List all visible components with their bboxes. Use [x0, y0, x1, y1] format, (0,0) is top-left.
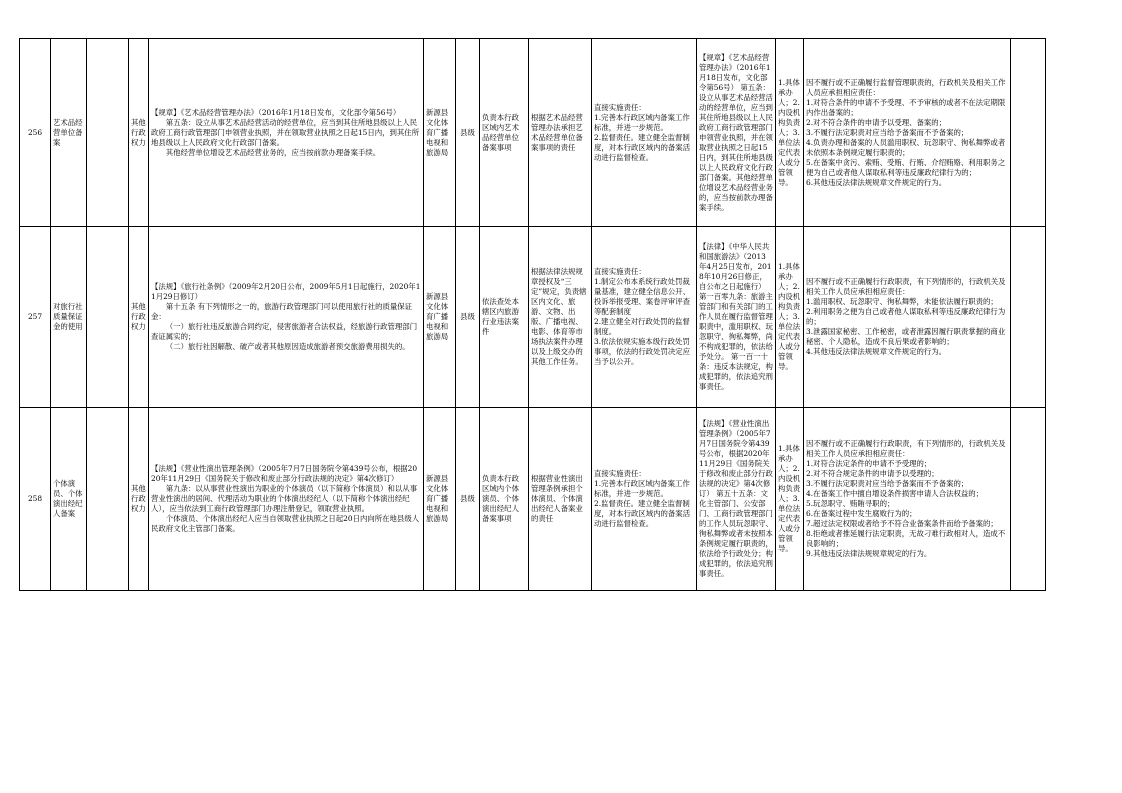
accountability_lines-line: 3.不履行法定职责对应当给予备案而不予备案的；: [806, 127, 969, 137]
accountability_lines-line: 因不履行或不正确履行行政职责，有下列情形的，行政机关及相关工作人员应承担相应责任：: [806, 277, 1006, 296]
legal-basis: [149, 39, 424, 227]
power-type: 其他行政权力: [129, 227, 149, 408]
basis_lines-line: 第五条：设立从事艺术品经营活动的经营单位，应当到其住所地县级以上人民政府工商行政管理部门申领营业执照，并在领取营业执照之日起15日内，到其住所地县级以上人民政府文化行政部门备案。: [151, 117, 420, 147]
remark: [1011, 39, 1046, 227]
accountability_lines-line: 5.在备案中贪污、索贿、受贿、行贿、介绍贿赂、利用职务之便为自己或者他人谋取私利等违反廉政纪律行为的；: [806, 157, 1006, 177]
implementing-department: 新源县文化体育广播电视和旅游局: [424, 408, 456, 591]
accountability-legal-basis: 【法律】《中华人民共和国旅游法》（2013年4月25日发布，2018年10月26日修正，自公布之日起施行） 第一百零九条：旅游主管部门和有关部门的工作人员在履行监督管理职责中，滥用职权、玩忽职守、徇私舞弊，尚不构成犯罪的，依法给予处分。 第一百一十条：违反本法规定，构成犯罪的，依法追究刑事责任。: [697, 227, 776, 408]
sub-item: [87, 227, 129, 408]
table-body: [20, 39, 1046, 591]
accountability_lines-line: 2.对不符合规定条件的申请予以受理的；: [806, 469, 939, 478]
accountability_lines-line: 2.对不符合条件的申请予以受理、备案的；: [806, 117, 947, 127]
accountability_lines-line: 3.不履行法定职责对应当给予备案而不予备案的；: [806, 479, 969, 488]
measures_lines-line: 2.建立健全对行政处罚的监督制度。: [594, 317, 690, 336]
accountability_lines-line: 1.对符合条件的申请不予受理、不予审核的或者不在法定期限内作出备案的；: [806, 97, 1006, 117]
power-name: 个体演员、个体演出经纪人备案: [51, 408, 87, 591]
accountability_lines-line: 1.对符合法定条件的申请不予受理的；: [806, 459, 932, 468]
accountability_lines-line: 9.其他违反法律法规规章规定的行为。: [806, 549, 932, 558]
responsibility-measures: [592, 227, 697, 408]
measures_lines-line: 1.制定公布本系统行政处罚裁量基准，建立健全信息公开、投诉举报受理、案卷评审评查等配套制度: [594, 277, 691, 316]
accountability-situations: [804, 227, 1011, 408]
accountability-legal-basis: 【规章】《艺术品经营管理办法》（2016年1月18日发布，文化部令第56号） 第五条：设立从事艺术品经营活动的经营单位，应当到其住所地县级以上人民政府工商行政管理部门申领营业执照，并在领取营业执照之日起15日内，到其住所地县级以上人民政府文化行政部门备案。其他经营单位增设艺术品经营业务的，应当按前款办理备案手续。: [697, 39, 776, 227]
responsible-subjects: 1.具体承办人；2.内设机构负责人；3.单位法定代表人或分管领导。: [776, 39, 804, 227]
level: 县级: [456, 39, 480, 227]
accountability_lines-line: 7.超过法定权限或者给予不符合业备案条件而给予备案的；: [806, 519, 998, 528]
measures_lines-line: 直接实施责任：: [594, 469, 646, 478]
accountability_lines-line: 4.其他违反法律法规规章文件规定的行为。: [806, 347, 947, 356]
measures_lines-line: 2.监督责任。建立健全监督制度，对本行政区域内的备案活动进行监督检查。: [594, 499, 691, 528]
responsibility-content: 根据营业性演出管理条例承担个体演员、个体演出经纪人备案业的责任: [529, 408, 592, 591]
table-row: [20, 227, 1046, 408]
power-type: 其他行政权力: [129, 408, 149, 591]
accountability_lines-line: 3.泄露国家秘密、工作秘密，或者泄露因履行职责掌握的商业秘密、个人隐私，造成不良后果或者影响的；: [806, 327, 1006, 346]
legal-basis: [149, 408, 424, 591]
sub-item: [87, 408, 129, 591]
sub-item: [87, 39, 129, 227]
responsible-subjects: 1.具体承办人；2.内设机构负责人；3.单位法定代表人或分管领导。: [776, 227, 804, 408]
basis_lines-line: 【法规】《营业性演出管理条例》（2005年7月7日国务院令第439号公布，根据2020年11月29日《国务院关于修改和废止部分行政法规的决定》第4次修订）: [151, 464, 418, 483]
basis_lines-line: 个体演员、个体演出经纪人应当自领取营业执照之日起20日内向所在地县级人民政府文化主管部门备案。: [151, 514, 420, 533]
responsibility-measures: [592, 39, 697, 227]
remark: [1011, 227, 1046, 408]
measures_lines-line: 1.完善本行政区域内备案工作标准，并进一步规范。: [594, 479, 690, 498]
measures_lines-line: 直接实施责任：: [594, 102, 646, 112]
legal-basis: [149, 227, 424, 408]
accountability_lines-line: 6.其他违反法律法规规章文件规定的行为。: [806, 177, 947, 187]
table-row: [20, 39, 1046, 227]
level: 县级: [456, 408, 480, 591]
accountability_lines-line: 5.玩忽职守、贿賄寻职的；: [806, 499, 895, 508]
row-number: 256: [20, 39, 51, 227]
accountability-situations: [804, 39, 1011, 227]
accountability_lines-line: 4.在备案工作中擅自增设条件损害申请人合法权益的；: [806, 489, 984, 498]
power-name: 艺术品经营单位备案: [51, 39, 87, 227]
implementing-department: 新源县文化体育广播电视和旅游局: [424, 227, 456, 408]
responsibility-content: 根据法律法规规章授权及“三定”规定，负责辖区内文化、旅游、文物、出版、广播电视、电影、体育等市场执法案件办理以及上级交办的其他工作任务。: [529, 227, 592, 408]
accountability-situations: [804, 408, 1011, 591]
table-row: [20, 408, 1046, 591]
responsibility-scope: 负责本行政区域内艺术品经营单位备案事项: [480, 39, 529, 227]
power-name: 对旅行社质量保证金的使用: [51, 227, 87, 408]
measures_lines-line: 1.完善本行政区域内备案工作标准，并进一步规范。: [594, 112, 690, 132]
accountability_lines-line: 4.负责办理和备案的人员滥用职权、玩忽职守、徇私舞弊或者未依照本条例规定履行职责的；: [806, 137, 1006, 157]
measures_lines-line: 3.依法依规实施本级行政处罚事项，依法的行政处罚决定应当予以公开。: [594, 337, 691, 366]
power-list-table: [19, 38, 1046, 591]
responsibility-scope: 负责本行政区域内个体演员、个体演出经纪人备案事项: [480, 408, 529, 591]
basis_lines-line: 第九条：以从事营业性演出为职业的个体演员（以下简称个体演员）和以从事营业性演出的居间、代理活动为职业的个体演出经纪人（以下简称个体演出经纪人），应当依法到工商行政管理部门办理注册登记，领取营业执照。: [151, 484, 418, 513]
level: 县级: [456, 227, 480, 408]
implementing-department: 新源县文化体育广播电视和旅游局: [424, 39, 456, 227]
row-number: 258: [20, 408, 51, 591]
measures_lines-line: 2.监督责任。建立健全监督制度，对本行政区域内的备案活动进行监督检查。: [594, 132, 691, 162]
accountability_lines-line: 因不履行或不正确履行行政职责，有下列情形的，行政机关及相关工作人员应承担相应责任：: [806, 439, 1006, 458]
power-type: 其他行政权力: [129, 39, 149, 227]
basis_lines-line: 【规章】《艺术品经营管理办法》（2016年1月18日发布，文化部令第56号）: [151, 107, 401, 117]
accountability_lines-line: 6.在备案过程中发生腐败行为的；: [806, 509, 917, 518]
responsible-subjects: 1.具体承办人；2.内设机构负责人；3.单位法定代表人或分管领导。: [776, 408, 804, 591]
responsibility-content: 根据艺术品经营管理办法承担艺术品经营单位备案事项的责任: [529, 39, 592, 227]
accountability_lines-line: 1.滥用职权、玩忽职守、徇私舞弊，未能依法履行职责的；: [806, 297, 998, 306]
responsibility-scope: 依法查处本辖区内旅游行业违法案件: [480, 227, 529, 408]
remark: [1011, 408, 1046, 591]
accountability_lines-line: 因不履行或不正确履行监督管理职责的，行政机关及相关工作人员应承担相应责任：: [806, 77, 1006, 97]
row-number: 257: [20, 227, 51, 408]
basis_lines-line: 【法规】《旅行社条例》（2009年2月20日公布，2009年5月1日起施行，2020年11月29日修订）: [151, 282, 421, 301]
accountability_lines-line: 8.拒绝或者推延履行法定职责，无故刁难行政相对人，造成不良影响的；: [806, 529, 1006, 548]
basis_lines-line: （一）旅行社违反旅游合同约定，侵害旅游者合法权益，经旅游行政管理部门查证属实的；: [151, 322, 418, 341]
accountability-legal-basis: 【法规】《营业性演出管理条例》（2005年7月7日国务院令第439号公布，根据2020年11月29日《国务院关于修改和废止部分行政法规的决定》第4次修订） 第五十五条：文化主管部门、公安部门、工商行政管理部门的工作人员玩忽职守、徇私舞弊或者未按照本条例规定履行职责的，依法给予行政处分；构成犯罪的，依法追究刑事责任。: [697, 408, 776, 591]
responsibility-measures: [592, 408, 697, 591]
basis_lines-line: （二）旅行社因解散、破产或者其他原因造成旅游者预交旅游费用损失的。: [165, 342, 410, 351]
basis_lines-line: 第十五条 有下列情形之一的，旅游行政管理部门可以使用旅行社的质量保证金：: [151, 302, 413, 321]
basis_lines-line: 其他经营单位增设艺术品经营业务的，应当按前款办理备案手续。: [165, 147, 381, 157]
measures_lines-line: 直接实施责任：: [594, 267, 646, 276]
accountability_lines-line: 2.利用职务之便为自己或者他人谋取私利等违反廉政纪律行为的；: [806, 307, 1006, 326]
